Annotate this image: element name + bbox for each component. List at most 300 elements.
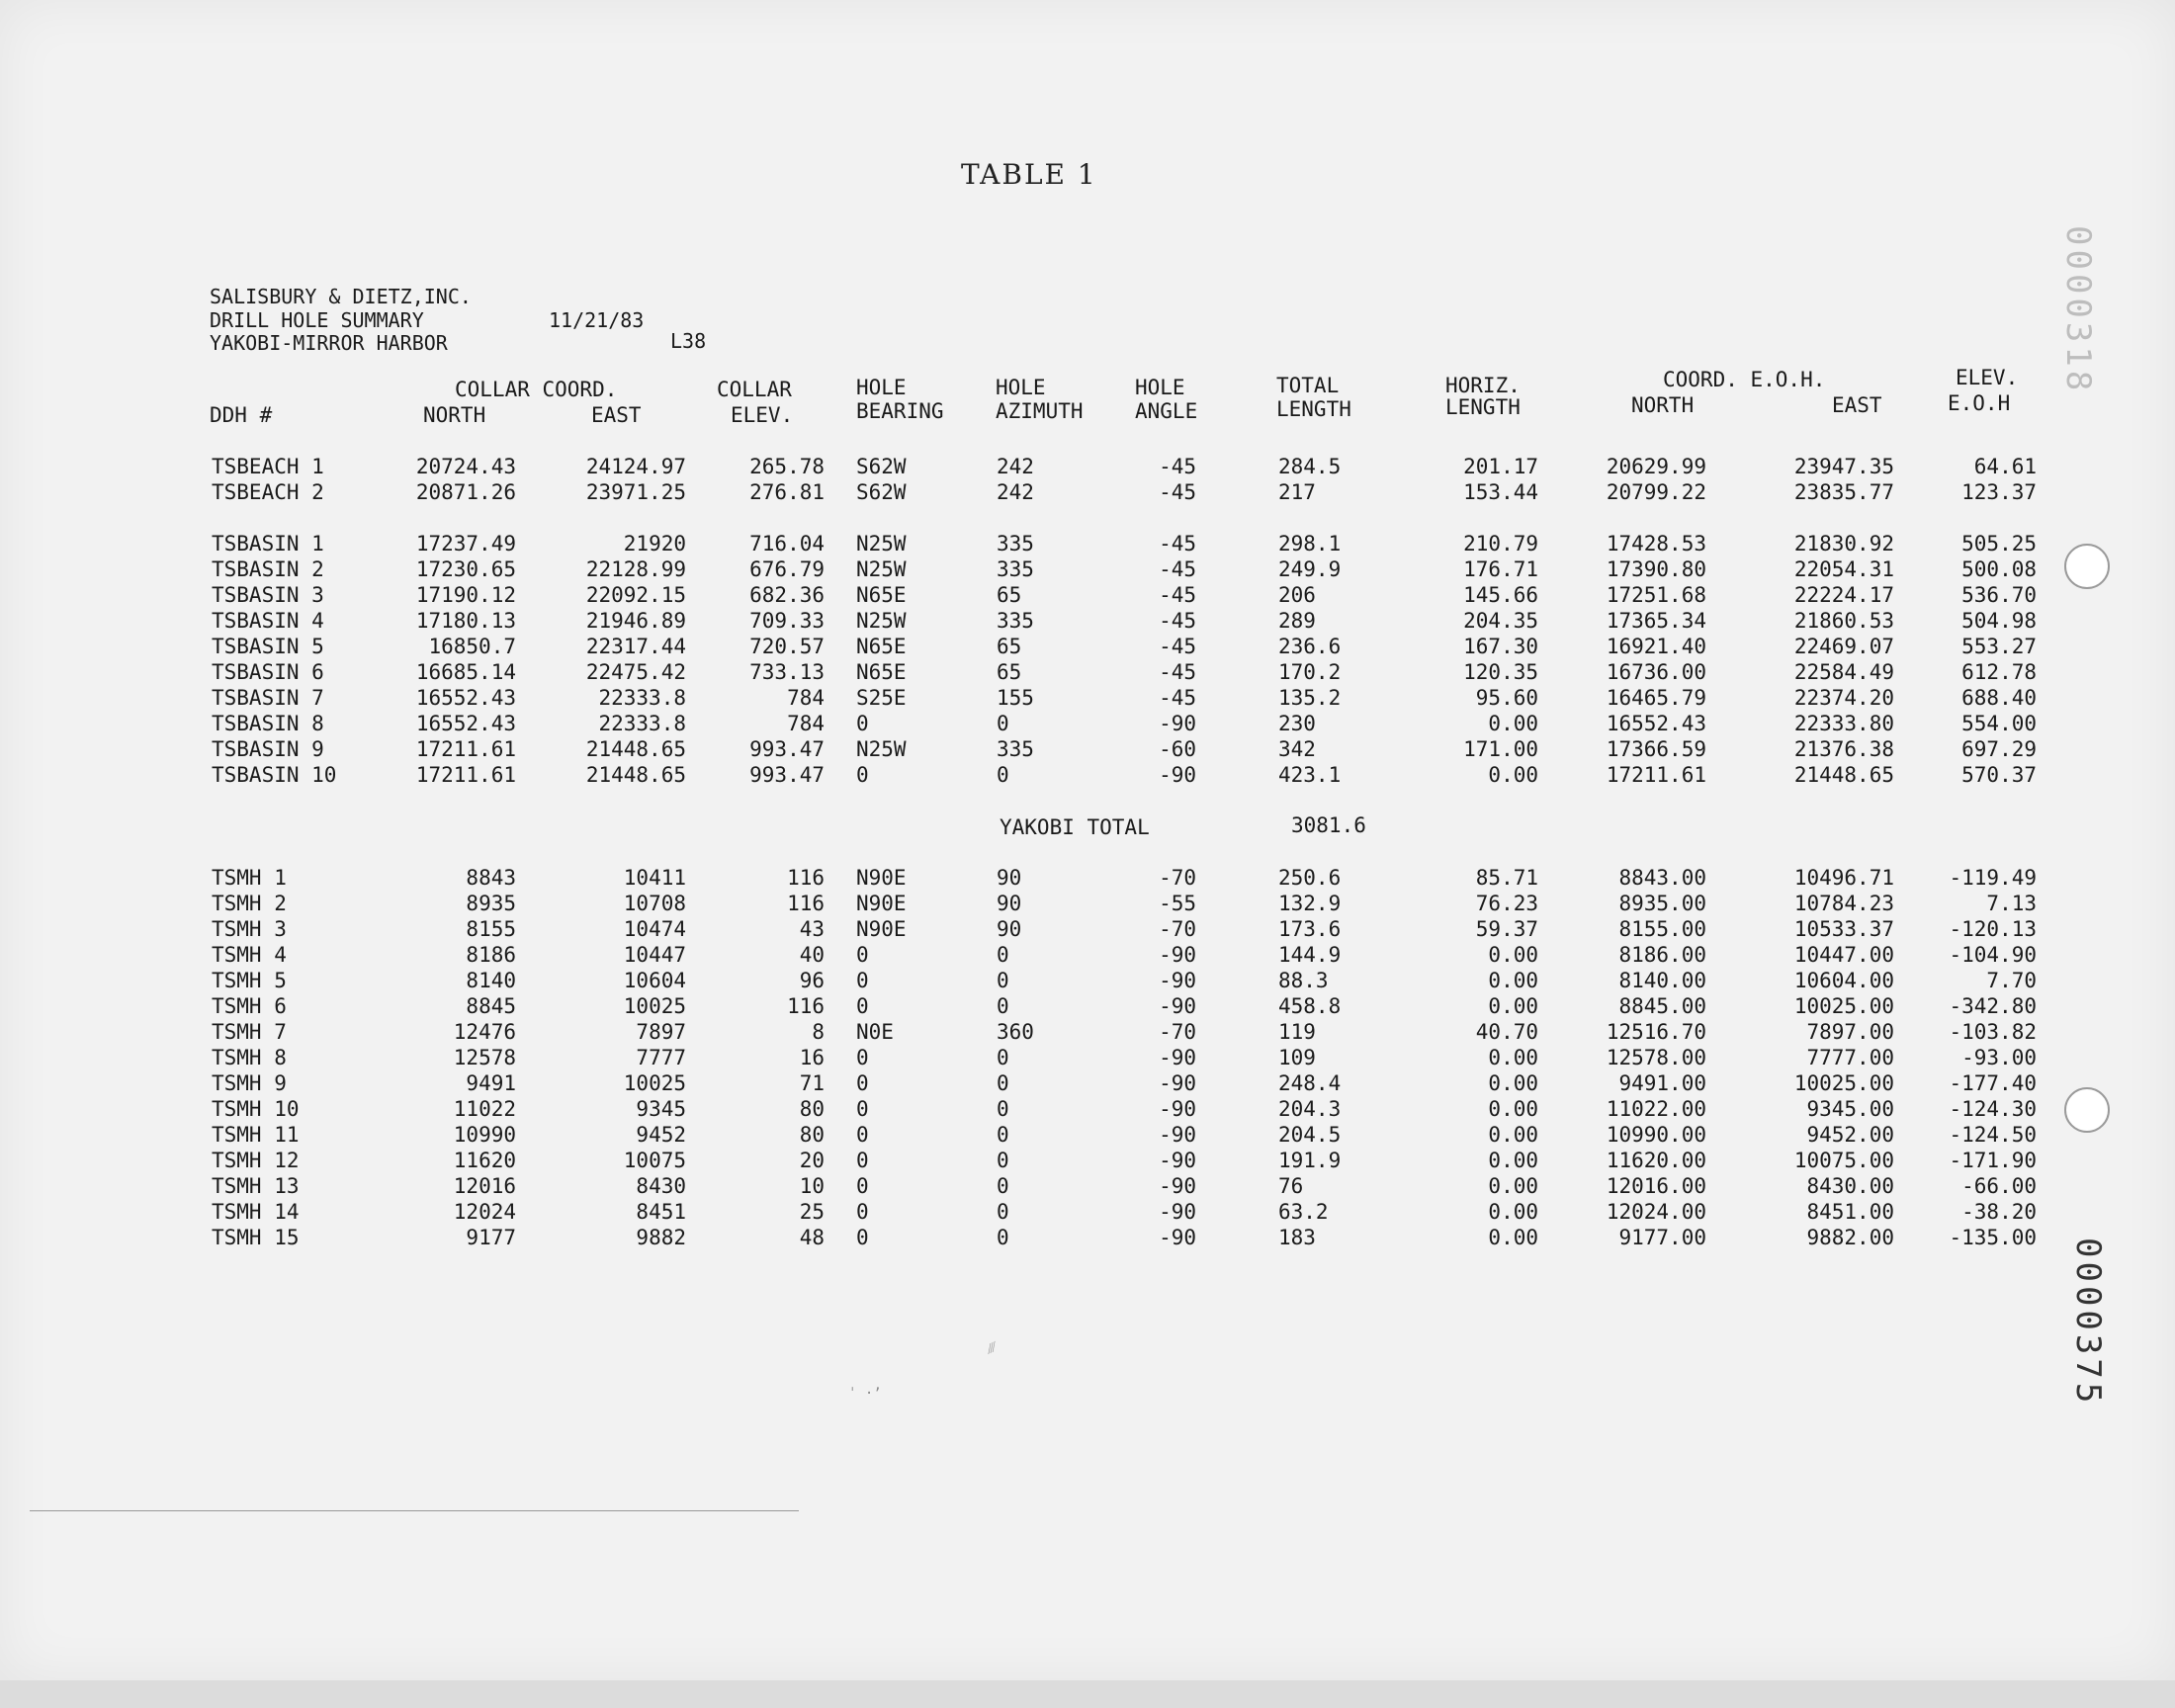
col-horiz: HORIZ. bbox=[1445, 374, 1521, 397]
cell-east-eoh: 10025.00 bbox=[1793, 994, 1894, 1018]
col-east-2: EAST bbox=[1832, 393, 1882, 417]
cell-elev-eoh: 612.78 bbox=[1961, 660, 2037, 684]
company-name: SALISBURY & DIETZ,INC. bbox=[210, 285, 472, 308]
cell-angle: -90 bbox=[1159, 1200, 1196, 1224]
cell-total-length: 230 bbox=[1278, 712, 1316, 735]
cell-collar-elev: 116 bbox=[787, 994, 825, 1018]
cell-bearing: N65E bbox=[856, 660, 907, 684]
cell-north-eoh: 8140.00 bbox=[1618, 969, 1706, 992]
cell-bearing: S25E bbox=[856, 686, 907, 710]
cell-east: 21448.65 bbox=[585, 737, 686, 761]
cell-collar-elev: 676.79 bbox=[749, 557, 825, 581]
cell-north-eoh: 16552.43 bbox=[1606, 712, 1706, 735]
project-name: YAKOBI-MIRROR HARBOR bbox=[210, 331, 448, 355]
cell-north: 11022 bbox=[453, 1097, 516, 1121]
cell-ddh: TSMH 13 bbox=[212, 1174, 300, 1198]
cell-bearing: N25W bbox=[856, 737, 907, 761]
cell-north: 12024 bbox=[453, 1200, 516, 1224]
cell-bearing: 0 bbox=[856, 1200, 869, 1224]
cell-collar-elev: 116 bbox=[787, 892, 825, 915]
cell-collar-elev: 784 bbox=[787, 686, 825, 710]
cell-bearing: 0 bbox=[856, 943, 869, 967]
cell-east-eoh: 7897.00 bbox=[1806, 1020, 1894, 1044]
cell-elev-eoh: 688.40 bbox=[1961, 686, 2037, 710]
cell-azimuth: 0 bbox=[997, 1149, 1009, 1172]
cell-north-eoh: 17366.59 bbox=[1606, 737, 1706, 761]
cell-total-length: 289 bbox=[1278, 609, 1316, 633]
cell-elev-eoh: -124.30 bbox=[1949, 1097, 2037, 1121]
cell-east: 21448.65 bbox=[585, 763, 686, 787]
cell-angle: -45 bbox=[1159, 635, 1196, 658]
cell-azimuth: 90 bbox=[997, 917, 1022, 941]
cell-horiz-length: 120.35 bbox=[1463, 660, 1538, 684]
col-north-2: NORTH bbox=[1631, 393, 1695, 417]
cell-horiz-length: 0.00 bbox=[1488, 1200, 1538, 1224]
cell-collar-elev: 20 bbox=[799, 1149, 825, 1172]
cell-elev-eoh: -38.20 bbox=[1961, 1200, 2037, 1224]
cell-azimuth: 0 bbox=[997, 1200, 1009, 1224]
cell-collar-elev: 276.81 bbox=[749, 480, 825, 504]
cell-total-length: 236.6 bbox=[1278, 635, 1342, 658]
yakobi-total-label: YAKOBI TOTAL bbox=[1000, 815, 1150, 839]
cell-north: 20724.43 bbox=[415, 455, 516, 478]
cell-ddh: TSBEACH 1 bbox=[212, 455, 324, 478]
cell-east: 22092.15 bbox=[585, 583, 686, 607]
cell-ddh: TSMH 12 bbox=[212, 1149, 300, 1172]
cell-east-eoh: 9882.00 bbox=[1806, 1226, 1894, 1249]
cell-north: 8186 bbox=[466, 943, 516, 967]
cell-angle: -70 bbox=[1159, 1020, 1196, 1044]
cell-east-eoh: 10447.00 bbox=[1793, 943, 1894, 967]
cell-ddh: TSBASIN 2 bbox=[212, 557, 324, 581]
col-coord-eoh: COORD. E.O.H. bbox=[1663, 368, 1826, 391]
cell-total-length: 206 bbox=[1278, 583, 1316, 607]
cell-azimuth: 65 bbox=[997, 660, 1022, 684]
cell-north-eoh: 11620.00 bbox=[1606, 1149, 1706, 1172]
cell-bearing: 0 bbox=[856, 1226, 869, 1249]
cell-east-eoh: 23947.35 bbox=[1793, 455, 1894, 478]
cell-east: 10708 bbox=[623, 892, 686, 915]
cell-ddh: TSBASIN 10 bbox=[212, 763, 337, 787]
cell-angle: -70 bbox=[1159, 917, 1196, 941]
cell-bearing: S62W bbox=[856, 480, 907, 504]
cell-north-eoh: 17390.80 bbox=[1606, 557, 1706, 581]
cell-collar-elev: 10 bbox=[799, 1174, 825, 1198]
col-azimuth: AZIMUTH bbox=[996, 399, 1084, 423]
summary-label: DRILL HOLE SUMMARY bbox=[210, 308, 424, 332]
cell-collar-elev: 993.47 bbox=[749, 763, 825, 787]
cell-horiz-length: 0.00 bbox=[1488, 969, 1538, 992]
cell-total-length: 183 bbox=[1278, 1226, 1316, 1249]
cell-east: 22475.42 bbox=[585, 660, 686, 684]
cell-north: 17230.65 bbox=[415, 557, 516, 581]
cell-horiz-length: 0.00 bbox=[1488, 994, 1538, 1018]
cell-east-eoh: 10533.37 bbox=[1793, 917, 1894, 941]
cell-east: 23971.25 bbox=[585, 480, 686, 504]
cell-east-eoh: 21830.92 bbox=[1793, 532, 1894, 555]
cell-north-eoh: 16921.40 bbox=[1606, 635, 1706, 658]
cell-total-length: 204.5 bbox=[1278, 1123, 1342, 1147]
cell-north-eoh: 9491.00 bbox=[1618, 1071, 1706, 1095]
cell-bearing: 0 bbox=[856, 969, 869, 992]
cell-north: 16552.43 bbox=[415, 712, 516, 735]
cell-north: 16552.43 bbox=[415, 686, 516, 710]
cell-north-eoh: 8845.00 bbox=[1618, 994, 1706, 1018]
cell-total-length: 249.9 bbox=[1278, 557, 1342, 581]
cell-north: 11620 bbox=[453, 1149, 516, 1172]
cell-azimuth: 335 bbox=[997, 609, 1034, 633]
cell-east-eoh: 10604.00 bbox=[1793, 969, 1894, 992]
cell-elev-eoh: -103.82 bbox=[1949, 1020, 2037, 1044]
summary-date: 11/21/83 bbox=[549, 308, 645, 332]
cell-ddh: TSMH 5 bbox=[212, 969, 287, 992]
cell-ddh: TSBEACH 2 bbox=[212, 480, 324, 504]
cell-bearing: N90E bbox=[856, 917, 907, 941]
cell-ddh: TSMH 9 bbox=[212, 1071, 287, 1095]
cell-ddh: TSMH 2 bbox=[212, 892, 287, 915]
col-hole-3: HOLE bbox=[1135, 376, 1185, 399]
cell-collar-elev: 25 bbox=[799, 1200, 825, 1224]
cell-total-length: 458.8 bbox=[1278, 994, 1342, 1018]
cell-east-eoh: 22584.49 bbox=[1793, 660, 1894, 684]
cell-east-eoh: 22333.80 bbox=[1793, 712, 1894, 735]
cell-north-eoh: 20799.22 bbox=[1606, 480, 1706, 504]
cell-ddh: TSMH 8 bbox=[212, 1046, 287, 1069]
cell-collar-elev: 116 bbox=[787, 866, 825, 890]
cell-east: 10025 bbox=[623, 994, 686, 1018]
cell-north: 16685.14 bbox=[415, 660, 516, 684]
col-bearing: BEARING bbox=[856, 399, 944, 423]
cell-bearing: N25W bbox=[856, 532, 907, 555]
cell-azimuth: 335 bbox=[997, 532, 1034, 555]
col-east: EAST bbox=[591, 403, 642, 427]
cell-collar-elev: 48 bbox=[799, 1226, 825, 1249]
cell-east: 10411 bbox=[623, 866, 686, 890]
cell-ddh: TSBASIN 3 bbox=[212, 583, 324, 607]
cell-ddh: TSBASIN 5 bbox=[212, 635, 324, 658]
cell-total-length: 423.1 bbox=[1278, 763, 1342, 787]
cell-ddh: TSMH 3 bbox=[212, 917, 287, 941]
cell-collar-elev: 40 bbox=[799, 943, 825, 967]
cell-horiz-length: 167.30 bbox=[1463, 635, 1538, 658]
cell-horiz-length: 176.71 bbox=[1463, 557, 1538, 581]
cell-angle: -45 bbox=[1159, 686, 1196, 710]
cell-east-eoh: 7777.00 bbox=[1806, 1046, 1894, 1069]
cell-angle: -60 bbox=[1159, 737, 1196, 761]
cell-horiz-length: 201.17 bbox=[1463, 455, 1538, 478]
cell-angle: -45 bbox=[1159, 609, 1196, 633]
cell-angle: -45 bbox=[1159, 480, 1196, 504]
cell-east-eoh: 10025.00 bbox=[1793, 1071, 1894, 1095]
cell-angle: -90 bbox=[1159, 763, 1196, 787]
cell-total-length: 298.1 bbox=[1278, 532, 1342, 555]
cell-bearing: 0 bbox=[856, 1149, 869, 1172]
cell-angle: -90 bbox=[1159, 1071, 1196, 1095]
cell-collar-elev: 265.78 bbox=[749, 455, 825, 478]
cell-elev-eoh: -342.80 bbox=[1949, 994, 2037, 1018]
cell-north-eoh: 17251.68 bbox=[1606, 583, 1706, 607]
yakobi-total-value: 3081.6 bbox=[1291, 813, 1366, 837]
cell-east: 10604 bbox=[623, 969, 686, 992]
col-elev-2: ELEV. bbox=[1956, 366, 2019, 389]
col-total: TOTAL bbox=[1276, 374, 1340, 397]
cell-collar-elev: 720.57 bbox=[749, 635, 825, 658]
cell-elev-eoh: 536.70 bbox=[1961, 583, 2037, 607]
cell-angle: -90 bbox=[1159, 1046, 1196, 1069]
cell-east-eoh: 10496.71 bbox=[1793, 866, 1894, 890]
cell-total-length: 88.3 bbox=[1278, 969, 1329, 992]
cell-collar-elev: 716.04 bbox=[749, 532, 825, 555]
cell-collar-elev: 733.13 bbox=[749, 660, 825, 684]
cell-collar-elev: 993.47 bbox=[749, 737, 825, 761]
cell-east-eoh: 8451.00 bbox=[1806, 1200, 1894, 1224]
cell-total-length: 119 bbox=[1278, 1020, 1316, 1044]
cell-ddh: TSMH 14 bbox=[212, 1200, 300, 1224]
cell-east-eoh: 22469.07 bbox=[1793, 635, 1894, 658]
col-eoh: E.O.H bbox=[1948, 391, 2011, 415]
cell-elev-eoh: -120.13 bbox=[1949, 917, 2037, 941]
cell-bearing: 0 bbox=[856, 763, 869, 787]
cell-east: 10474 bbox=[623, 917, 686, 941]
cell-elev-eoh: -119.49 bbox=[1949, 866, 2037, 890]
cell-ddh: TSBASIN 7 bbox=[212, 686, 324, 710]
cell-north: 9177 bbox=[466, 1226, 516, 1249]
cell-azimuth: 65 bbox=[997, 583, 1022, 607]
cell-bearing: 0 bbox=[856, 1046, 869, 1069]
cell-total-length: 248.4 bbox=[1278, 1071, 1342, 1095]
cell-azimuth: 0 bbox=[997, 943, 1009, 967]
cell-horiz-length: 0.00 bbox=[1488, 1174, 1538, 1198]
cell-ddh: TSMH 6 bbox=[212, 994, 287, 1018]
cell-east: 9452 bbox=[636, 1123, 686, 1147]
cell-north-eoh: 17211.61 bbox=[1606, 763, 1706, 787]
cell-east-eoh: 10784.23 bbox=[1793, 892, 1894, 915]
cell-east: 22333.8 bbox=[598, 686, 686, 710]
cell-east: 21920 bbox=[623, 532, 686, 555]
cell-horiz-length: 0.00 bbox=[1488, 1071, 1538, 1095]
punch-hole bbox=[2064, 544, 2110, 589]
cell-angle: -90 bbox=[1159, 1123, 1196, 1147]
cell-horiz-length: 0.00 bbox=[1488, 1149, 1538, 1172]
cell-collar-elev: 80 bbox=[799, 1123, 825, 1147]
cell-bearing: 0 bbox=[856, 712, 869, 735]
cell-east-eoh: 9345.00 bbox=[1806, 1097, 1894, 1121]
cell-angle: -90 bbox=[1159, 1097, 1196, 1121]
cell-bearing: N90E bbox=[856, 892, 907, 915]
cell-azimuth: 0 bbox=[997, 1097, 1009, 1121]
cell-north: 20871.26 bbox=[415, 480, 516, 504]
col-hole-1: HOLE bbox=[856, 376, 907, 399]
cell-east-eoh: 8430.00 bbox=[1806, 1174, 1894, 1198]
cell-elev-eoh: -177.40 bbox=[1949, 1071, 2037, 1095]
cell-horiz-length: 0.00 bbox=[1488, 1046, 1538, 1069]
cell-east-eoh: 10075.00 bbox=[1793, 1149, 1894, 1172]
cell-azimuth: 65 bbox=[997, 635, 1022, 658]
cell-bearing: N65E bbox=[856, 635, 907, 658]
cell-angle: -90 bbox=[1159, 1174, 1196, 1198]
cell-elev-eoh: -135.00 bbox=[1949, 1226, 2037, 1249]
col-collar: COLLAR bbox=[717, 378, 792, 401]
cell-bearing: 0 bbox=[856, 1174, 869, 1198]
cell-east: 10025 bbox=[623, 1071, 686, 1095]
cell-elev-eoh: -104.90 bbox=[1949, 943, 2037, 967]
cell-angle: -90 bbox=[1159, 712, 1196, 735]
cell-angle: -70 bbox=[1159, 866, 1196, 890]
cell-ddh: TSMH 15 bbox=[212, 1226, 300, 1249]
cell-azimuth: 335 bbox=[997, 557, 1034, 581]
cell-elev-eoh: -66.00 bbox=[1961, 1174, 2037, 1198]
cell-east-eoh: 22374.20 bbox=[1793, 686, 1894, 710]
cell-north: 17190.12 bbox=[415, 583, 516, 607]
cell-north-eoh: 12016.00 bbox=[1606, 1174, 1706, 1198]
cell-elev-eoh: -93.00 bbox=[1961, 1046, 2037, 1069]
cell-east: 9882 bbox=[636, 1226, 686, 1249]
cell-azimuth: 0 bbox=[997, 994, 1009, 1018]
cell-elev-eoh: 697.29 bbox=[1961, 737, 2037, 761]
cell-horiz-length: 0.00 bbox=[1488, 1226, 1538, 1249]
project-code: L38 bbox=[670, 329, 707, 353]
cell-east-eoh: 21376.38 bbox=[1793, 737, 1894, 761]
cell-north-eoh: 8155.00 bbox=[1618, 917, 1706, 941]
cell-north-eoh: 12024.00 bbox=[1606, 1200, 1706, 1224]
cell-horiz-length: 76.23 bbox=[1475, 892, 1538, 915]
col-elev: ELEV. bbox=[731, 403, 794, 427]
cell-north: 17211.61 bbox=[415, 763, 516, 787]
cell-azimuth: 335 bbox=[997, 737, 1034, 761]
cell-north: 17211.61 bbox=[415, 737, 516, 761]
cell-ddh: TSBASIN 1 bbox=[212, 532, 324, 555]
cell-north: 12476 bbox=[453, 1020, 516, 1044]
cell-bearing: 0 bbox=[856, 1097, 869, 1121]
cell-bearing: N90E bbox=[856, 866, 907, 890]
cell-east: 7777 bbox=[636, 1046, 686, 1069]
cell-bearing: N65E bbox=[856, 583, 907, 607]
cell-bearing: 0 bbox=[856, 994, 869, 1018]
cell-angle: -45 bbox=[1159, 455, 1196, 478]
cell-ddh: TSBASIN 9 bbox=[212, 737, 324, 761]
cell-north: 8935 bbox=[466, 892, 516, 915]
cell-east-eoh: 21448.65 bbox=[1793, 763, 1894, 787]
cell-north-eoh: 11022.00 bbox=[1606, 1097, 1706, 1121]
col-hole-2: HOLE bbox=[996, 376, 1046, 399]
cell-elev-eoh: 7.13 bbox=[1986, 892, 2037, 915]
col-ddh: DDH # bbox=[210, 403, 273, 427]
cell-total-length: 144.9 bbox=[1278, 943, 1342, 967]
cell-total-length: 170.2 bbox=[1278, 660, 1342, 684]
cell-collar-elev: 682.36 bbox=[749, 583, 825, 607]
cell-elev-eoh: -124.50 bbox=[1949, 1123, 2037, 1147]
cell-north: 8155 bbox=[466, 917, 516, 941]
cell-elev-eoh: 505.25 bbox=[1961, 532, 2037, 555]
cell-angle: -45 bbox=[1159, 557, 1196, 581]
cell-east-eoh: 23835.77 bbox=[1793, 480, 1894, 504]
cell-azimuth: 242 bbox=[997, 480, 1034, 504]
cell-angle: -45 bbox=[1159, 583, 1196, 607]
cell-horiz-length: 0.00 bbox=[1488, 1097, 1538, 1121]
cell-ddh: TSMH 7 bbox=[212, 1020, 287, 1044]
cell-elev-eoh: 64.61 bbox=[1973, 455, 2037, 478]
cell-angle: -90 bbox=[1159, 1226, 1196, 1249]
cell-azimuth: 90 bbox=[997, 892, 1022, 915]
cell-north: 8843 bbox=[466, 866, 516, 890]
cell-azimuth: 0 bbox=[997, 1123, 1009, 1147]
cell-azimuth: 0 bbox=[997, 1046, 1009, 1069]
cell-angle: -45 bbox=[1159, 532, 1196, 555]
cell-bearing: N25W bbox=[856, 557, 907, 581]
cell-east: 8451 bbox=[636, 1200, 686, 1224]
cell-angle: -45 bbox=[1159, 660, 1196, 684]
cell-horiz-length: 95.60 bbox=[1475, 686, 1538, 710]
cell-horiz-length: 85.71 bbox=[1475, 866, 1538, 890]
cell-total-length: 217 bbox=[1278, 480, 1316, 504]
cell-north: 10990 bbox=[453, 1123, 516, 1147]
cell-north: 8140 bbox=[466, 969, 516, 992]
cell-elev-eoh: 570.37 bbox=[1961, 763, 2037, 787]
cell-east-eoh: 22224.17 bbox=[1793, 583, 1894, 607]
cell-north-eoh: 12516.70 bbox=[1606, 1020, 1706, 1044]
cell-collar-elev: 709.33 bbox=[749, 609, 825, 633]
cell-azimuth: 0 bbox=[997, 1071, 1009, 1095]
cell-azimuth: 155 bbox=[997, 686, 1034, 710]
cell-horiz-length: 59.37 bbox=[1475, 917, 1538, 941]
cell-elev-eoh: 504.98 bbox=[1961, 609, 2037, 633]
col-length-2: LENGTH bbox=[1445, 395, 1521, 419]
cell-bearing: 0 bbox=[856, 1071, 869, 1095]
cell-east: 10447 bbox=[623, 943, 686, 967]
cell-total-length: 342 bbox=[1278, 737, 1316, 761]
col-north: NORTH bbox=[423, 403, 486, 427]
cell-north: 12578 bbox=[453, 1046, 516, 1069]
cell-total-length: 191.9 bbox=[1278, 1149, 1342, 1172]
cell-north-eoh: 20629.99 bbox=[1606, 455, 1706, 478]
cell-horiz-length: 40.70 bbox=[1475, 1020, 1538, 1044]
cell-east: 8430 bbox=[636, 1174, 686, 1198]
cell-horiz-length: 0.00 bbox=[1488, 943, 1538, 967]
cell-north-eoh: 16736.00 bbox=[1606, 660, 1706, 684]
cell-horiz-length: 0.00 bbox=[1488, 712, 1538, 735]
cell-north-eoh: 16465.79 bbox=[1606, 686, 1706, 710]
cell-azimuth: 0 bbox=[997, 763, 1009, 787]
cell-collar-elev: 80 bbox=[799, 1097, 825, 1121]
cell-ddh: TSBASIN 4 bbox=[212, 609, 324, 633]
cell-ddh: TSMH 11 bbox=[212, 1123, 300, 1147]
cell-elev-eoh: -171.90 bbox=[1949, 1149, 2037, 1172]
cell-azimuth: 0 bbox=[997, 1226, 1009, 1249]
cell-east: 22128.99 bbox=[585, 557, 686, 581]
cell-east-eoh: 21860.53 bbox=[1793, 609, 1894, 633]
col-length-1: LENGTH bbox=[1276, 397, 1351, 421]
cell-horiz-length: 204.35 bbox=[1463, 609, 1538, 633]
cell-north-eoh: 17428.53 bbox=[1606, 532, 1706, 555]
cell-bearing: 0 bbox=[856, 1123, 869, 1147]
cell-azimuth: 0 bbox=[997, 969, 1009, 992]
cell-north-eoh: 12578.00 bbox=[1606, 1046, 1706, 1069]
cell-east: 24124.97 bbox=[585, 455, 686, 478]
cell-total-length: 135.2 bbox=[1278, 686, 1342, 710]
cell-east: 21946.89 bbox=[585, 609, 686, 633]
cell-north: 17237.49 bbox=[415, 532, 516, 555]
cell-total-length: 204.3 bbox=[1278, 1097, 1342, 1121]
cell-collar-elev: 784 bbox=[787, 712, 825, 735]
cell-north: 12016 bbox=[453, 1174, 516, 1198]
cell-horiz-length: 0.00 bbox=[1488, 763, 1538, 787]
cell-bearing: S62W bbox=[856, 455, 907, 478]
faint-page-number: 0000318 bbox=[2058, 225, 2098, 395]
cell-azimuth: 0 bbox=[997, 712, 1009, 735]
cell-north: 9491 bbox=[466, 1071, 516, 1095]
cell-elev-eoh: 123.37 bbox=[1961, 480, 2037, 504]
cell-horiz-length: 210.79 bbox=[1463, 532, 1538, 555]
